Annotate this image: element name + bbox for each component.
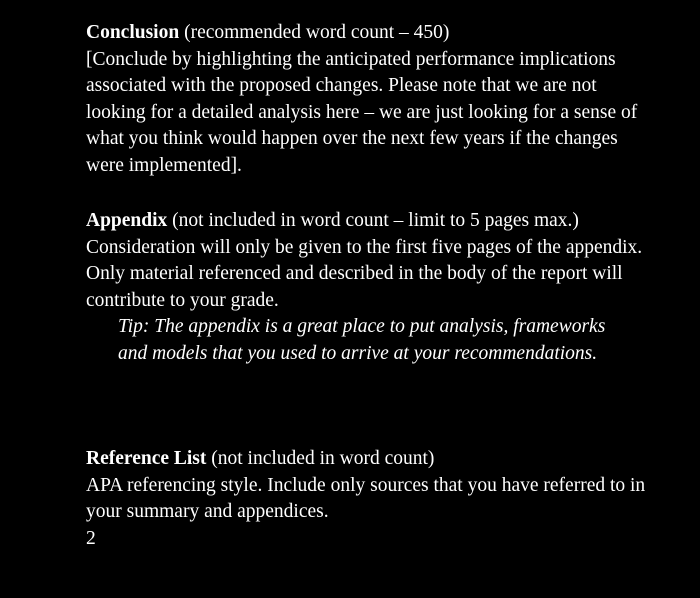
conclusion-heading-line	[86, 20, 646, 47]
reference-list-heading-line	[86, 446, 646, 473]
appendix-heading-line	[86, 208, 646, 235]
reference-list-section	[86, 446, 646, 552]
appendix-body: Consideration will only be given to the first five pages of the appendix. Only material referenced and described in the body of the report will contribute to your grade.	[86, 236, 643, 311]
appendix-heading: Appendix	[86, 210, 168, 231]
conclusion-word-count-note: (recommended word count – 450)	[179, 22, 450, 43]
reference-list-heading: Reference List	[86, 448, 207, 469]
appendix-tip: Tip: The appendix is a great place to put analysis, frameworks and models that you used to arrive at your recommendations.	[118, 316, 606, 364]
reference-list-body: APA referencing style. Include only sources that you have referred to in your summary and appendices.	[86, 474, 646, 522]
reference-list-word-count-note: (not included in word count)	[206, 448, 435, 469]
conclusion-body: [Conclude by highlighting the anticipated performance implications associated with the proposed changes. Please note that we are not looking for a detailed analysis here – we are just looking for a sense of what you think would happen over the next few years if the changes were implemented].	[86, 48, 638, 176]
page-number: 2	[86, 527, 96, 549]
conclusion-heading: Conclusion	[86, 22, 180, 43]
appendix-section	[86, 208, 646, 367]
appendix-word-count-note: (not included in word count – limit to 5 pages max.)	[167, 210, 579, 231]
conclusion-section	[86, 20, 646, 179]
